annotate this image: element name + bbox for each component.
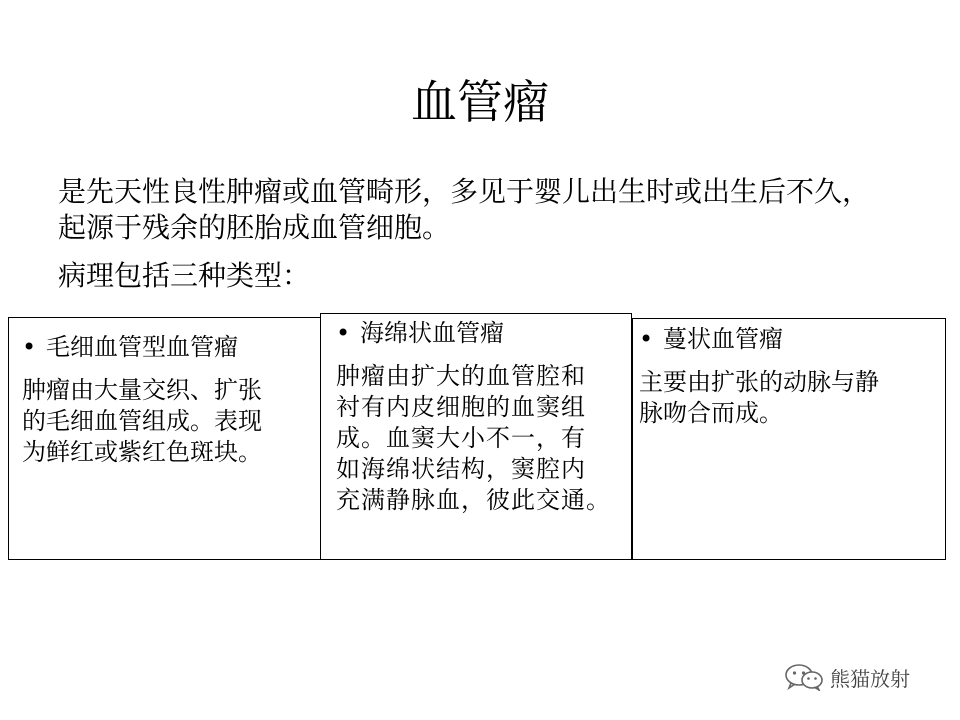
description-line: 脉吻合而成。 [639, 399, 783, 427]
type-name: 海绵状血管瘤 [360, 319, 504, 347]
intro-paragraph: 是先天性良性肿瘤或血管畸形，多见于婴儿出生时或出生后不久，起源于残余的胚胎成血管细胞。 [58, 175, 871, 244]
wechat-icon [784, 663, 824, 691]
slide-title: 血管瘤 [411, 75, 549, 129]
description-line: 充满静脉血，彼此交通。 [336, 486, 611, 514]
description-line: 衬有内皮细胞的血窦组 [336, 393, 586, 421]
type-description [22, 375, 320, 468]
type-box-cavernous [320, 313, 632, 560]
description-line: 肿瘤由大量交织、扩张 [22, 376, 262, 404]
description-line: 成。血窦大小不一，有 [336, 424, 586, 452]
bullet-marker: • [336, 319, 351, 347]
description-line: 肿瘤由扩大的血管腔和 [336, 362, 586, 390]
type-name: 毛细血管型血管瘤 [46, 333, 238, 361]
type-heading [336, 318, 631, 349]
type-box-racemose [632, 318, 946, 560]
description-line: 主要由扩张的动脉与静 [639, 368, 879, 396]
type-description [336, 361, 631, 516]
description-line: 如海绵状结构，窦腔内 [336, 455, 586, 483]
watermark-text: 熊猫放射 [830, 666, 910, 691]
description-line: 为鲜红或紫红色斑块。 [22, 438, 262, 466]
description-line: 的毛细血管组成。表现 [22, 407, 262, 435]
bullet-marker: • [22, 333, 37, 361]
watermark [784, 662, 910, 692]
type-heading [639, 324, 945, 355]
pathology-subhead: 病理包括三种类型： [58, 259, 311, 292]
type-description [639, 367, 945, 429]
type-name: 蔓状血管瘤 [663, 325, 783, 353]
type-heading [22, 332, 320, 363]
type-box-capillary [8, 317, 321, 560]
bullet-marker: • [639, 325, 654, 353]
